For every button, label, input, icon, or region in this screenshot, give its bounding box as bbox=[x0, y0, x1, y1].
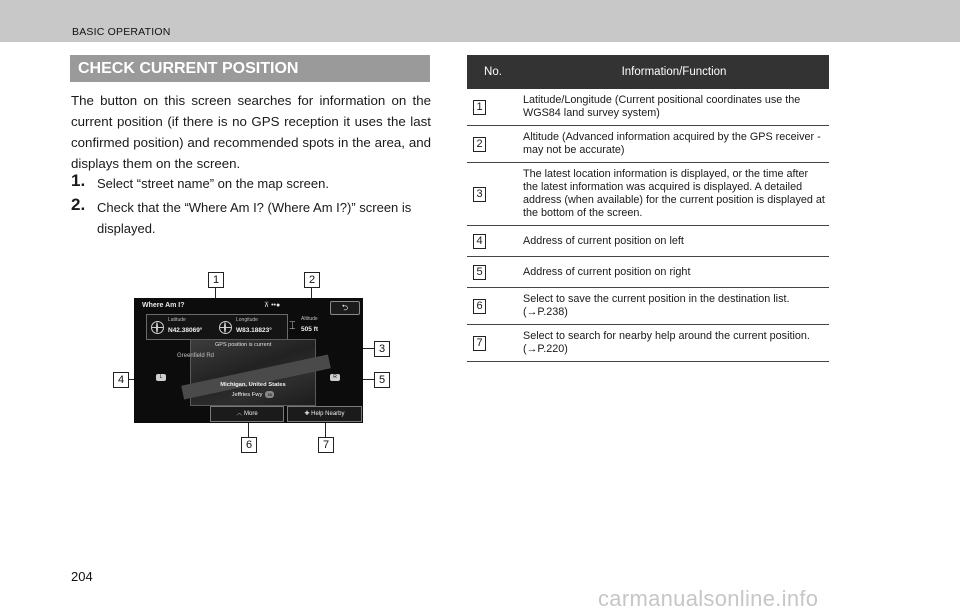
altitude-label: Altitude bbox=[301, 316, 318, 322]
info-table bbox=[467, 55, 829, 362]
gps-status-icon: ⊼ ••● bbox=[264, 302, 281, 309]
gps-status-banner: GPS position is current bbox=[215, 342, 272, 348]
step-2 bbox=[71, 197, 431, 239]
globe-icon bbox=[219, 321, 232, 334]
row-number-cell bbox=[467, 89, 519, 126]
help-icon: ✚ bbox=[304, 411, 312, 417]
table-row bbox=[467, 163, 829, 226]
step-1 bbox=[71, 173, 431, 194]
header-info: Information/Function bbox=[519, 55, 829, 89]
row-text: Address of current position on left bbox=[519, 226, 829, 257]
step-number: 1. bbox=[71, 171, 86, 190]
row-number-cell bbox=[467, 126, 519, 163]
altitude-icon: ⌶ bbox=[289, 320, 296, 332]
latitude-label: Latitude bbox=[168, 317, 186, 323]
callout-6: 6 bbox=[241, 437, 257, 453]
page-number: 204 bbox=[71, 569, 93, 584]
table-row bbox=[467, 288, 829, 325]
intro-paragraph: The button on this screen searches for information on the current position (if there is no GPS reception it uses the last confirmed position) and recommended spots in the area, and displays them on the screen. bbox=[71, 93, 431, 171]
section-label: BASIC OPERATION bbox=[72, 26, 171, 38]
step-text: Check that the “Where Am I? (Where Am I?)” screen is displayed. bbox=[97, 200, 412, 236]
altitude-value: 505 ft bbox=[301, 326, 318, 333]
watermark: carmanualsonline.info bbox=[598, 586, 819, 611]
longitude-label: Longitude bbox=[236, 317, 258, 323]
table-row bbox=[467, 89, 829, 126]
section-heading bbox=[70, 55, 430, 82]
row-number: 4 bbox=[473, 234, 486, 249]
row-number: 5 bbox=[473, 265, 486, 280]
back-button[interactable]: ⮌ bbox=[330, 301, 360, 315]
callout-2: 2 bbox=[304, 272, 320, 288]
map-preview bbox=[177, 339, 316, 406]
globe-icon bbox=[151, 321, 164, 334]
step-text: Select “street name” on the map screen. bbox=[97, 176, 329, 191]
row-number-cell bbox=[467, 163, 519, 226]
more-button[interactable]: ︿ More bbox=[210, 406, 284, 422]
where-am-i-screen bbox=[134, 298, 363, 423]
table-row bbox=[467, 325, 829, 362]
row-number: 7 bbox=[473, 336, 486, 351]
row-text: Latitude/Longitude (Current positional coordinates use the WGS84 land survey system) bbox=[519, 89, 829, 126]
callout-7: 7 bbox=[318, 437, 334, 453]
row-text: The latest location information is displayed, or the time after the latest information was acquired is displayed. A detailed address (when available) for the current position is displayed at the bottom of the screen. bbox=[519, 163, 829, 226]
help-nearby-button[interactable] bbox=[287, 406, 362, 422]
left-address-button[interactable]: L bbox=[156, 374, 166, 381]
callout-3: 3 bbox=[374, 341, 390, 357]
row-number: 3 bbox=[473, 187, 486, 202]
row-number: 1 bbox=[473, 100, 486, 115]
road-name: Jeffries Fwy bbox=[231, 392, 263, 399]
table-header-row bbox=[467, 55, 829, 89]
row-text: Select to save the current position in the destination list. (→P.238) bbox=[519, 288, 829, 325]
table-row bbox=[467, 226, 829, 257]
page-header-bar bbox=[0, 0, 960, 42]
table-row bbox=[467, 257, 829, 288]
right-address-button[interactable]: R bbox=[330, 374, 340, 381]
screen-title: Where Am I? bbox=[142, 302, 185, 309]
section-title: CHECK CURRENT POSITION bbox=[78, 60, 299, 77]
callout-4: 4 bbox=[113, 372, 129, 388]
row-number: 2 bbox=[473, 137, 486, 152]
row-text: Select to search for nearby help around the current position. (→P.220) bbox=[519, 325, 829, 362]
address-line-2 bbox=[191, 391, 315, 398]
coordinates-panel bbox=[146, 314, 288, 340]
step-number: 2. bbox=[71, 195, 86, 214]
highway-shield-icon: 96 bbox=[265, 391, 274, 398]
row-number-cell bbox=[467, 226, 519, 257]
row-number-cell bbox=[467, 257, 519, 288]
longitude-value: W83.18823° bbox=[236, 327, 272, 334]
latitude-value: N42.38069° bbox=[168, 327, 203, 334]
table-row bbox=[467, 126, 829, 163]
row-number-cell bbox=[467, 288, 519, 325]
callout-1: 1 bbox=[208, 272, 224, 288]
address-line-1: Michigan, United States bbox=[220, 382, 286, 388]
row-number-cell bbox=[467, 325, 519, 362]
street-name: Greenfield Rd bbox=[177, 353, 215, 359]
callout-5: 5 bbox=[374, 372, 390, 388]
row-text: Address of current position on right bbox=[519, 257, 829, 288]
help-nearby-label: Help Nearby bbox=[311, 411, 345, 417]
row-number: 6 bbox=[473, 299, 486, 314]
row-text: Altitude (Advanced information acquired by the GPS receiver - may not be accurate) bbox=[519, 126, 829, 163]
header-no: No. bbox=[467, 55, 519, 89]
